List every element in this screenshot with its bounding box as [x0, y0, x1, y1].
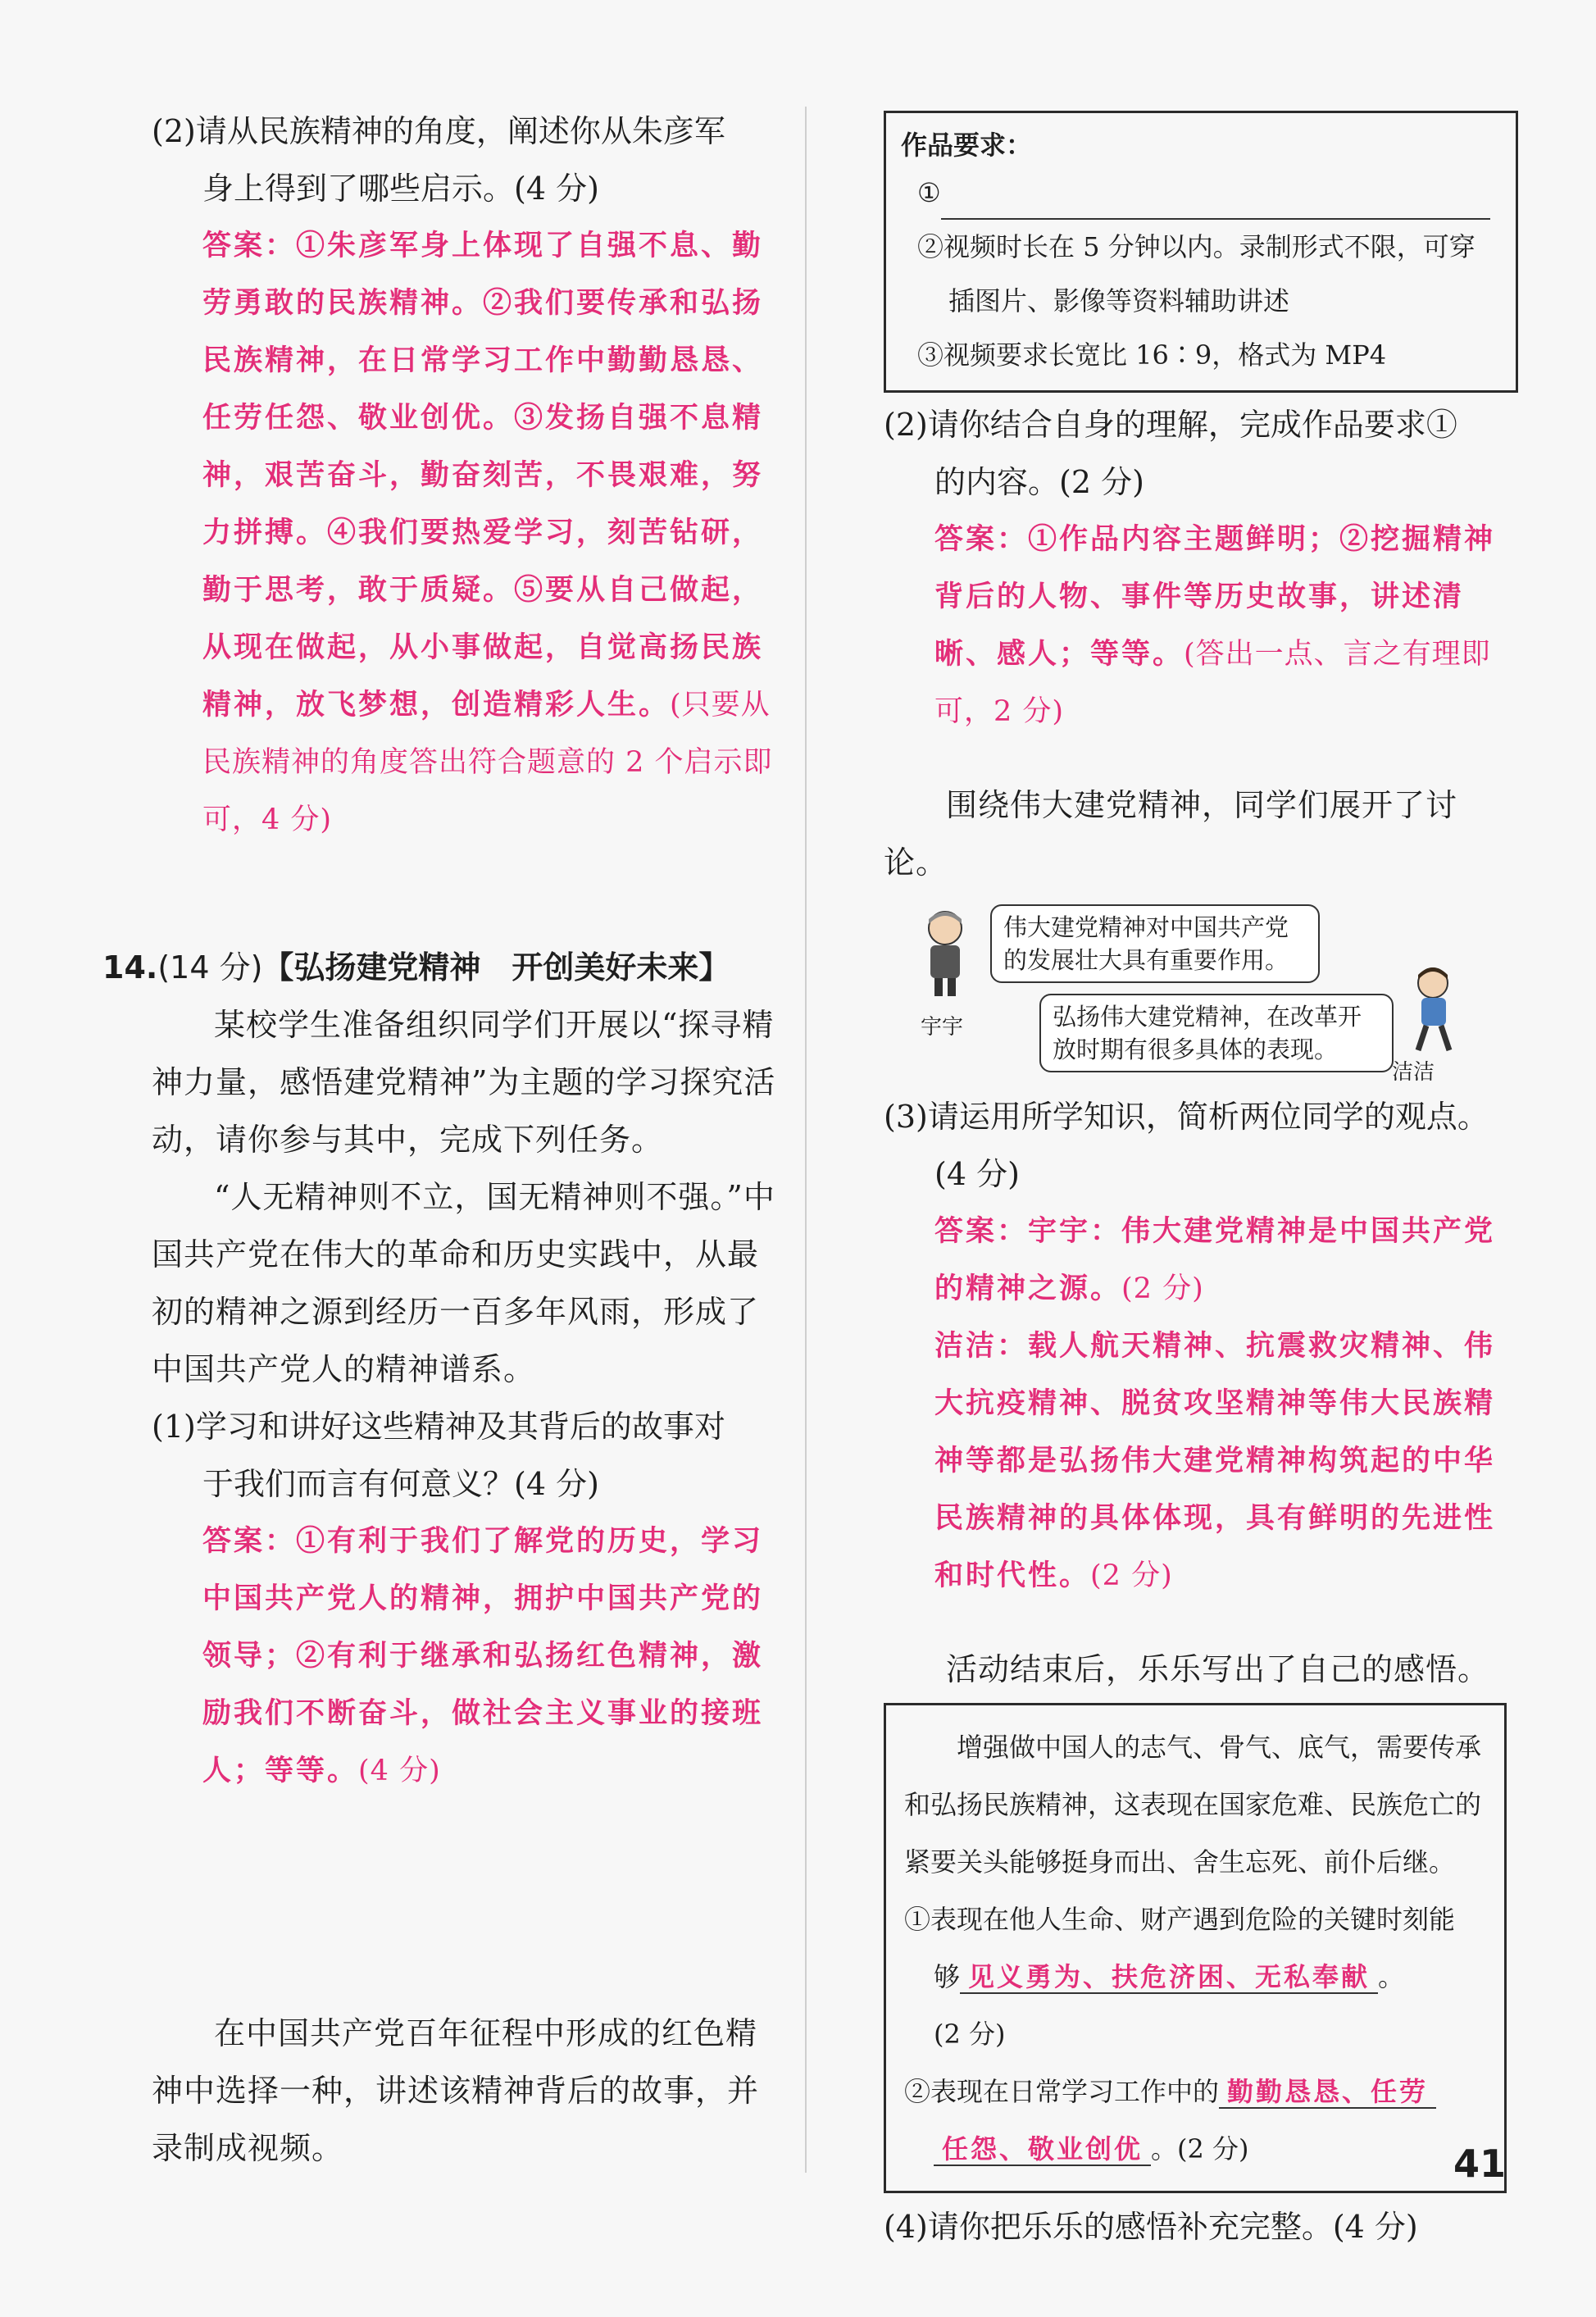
fill-blank-answer-2a: 勤勤恳恳、任劳	[1219, 2076, 1436, 2109]
fill-blank-answer-1: 见义勇为、扶危济困、无私奉献	[960, 1961, 1378, 1994]
girl-figure-icon	[1400, 965, 1466, 1055]
reflection-box	[884, 1703, 1507, 2193]
reflection-text: 够	[934, 1961, 961, 1992]
answer-label: 答案：	[202, 1524, 297, 1558]
answer-block	[152, 217, 783, 849]
quote-paragraph: “人无精神则不立，国无精神则不强。”中国共产党在伟大的革命和历史实践中，从最初的精神之源到经历一百多年风雨，形成了中国共产党人的精神谱系。	[152, 1179, 775, 1387]
answer-block-jiejie	[884, 1318, 1516, 1605]
requirements-box	[884, 111, 1518, 393]
reflection-item-2	[904, 2063, 1486, 2178]
column-divider	[805, 107, 807, 2173]
question-number: 14.	[102, 949, 158, 986]
discussion-paragraph: 围绕伟大建党精神，同学们展开了讨论。	[884, 787, 1458, 881]
question-14-3	[884, 1088, 1516, 1203]
question-title: 【弘扬建党精神 开创美好未来】	[262, 949, 730, 986]
requirement-item-1	[901, 166, 1501, 220]
reflection-text: 。	[1378, 1961, 1405, 1992]
question-14-1	[152, 1398, 783, 1513]
answer-text: 载人航天精神、抗震救灾精神、伟大抗疫精神、脱贫攻坚精神等伟大民族精神等都是弘扬伟大建党精神构筑起的中华民族精神的具体体现，具有鲜明的先进性和时代性。	[934, 1329, 1496, 1592]
right-column	[884, 111, 1516, 2256]
answer-note: (2 分)	[1121, 1272, 1204, 1305]
answer-label: 答案：	[934, 522, 1029, 556]
question-text: (3)请运用所学知识，简析两位同学的观点。	[884, 1099, 1489, 1135]
answer-text: ①朱彦军身上体现了自强不息、勤劳勇敢的民族精神。②我们要传承和弘扬民族精神，在日常学习工作中勤勤恳恳、任劳任怨、敬业创优。③发扬自强不息精神，艰苦奋斗，勤奋刻苦，不畏艰难，努力拼搏。④我们要热爱学习，刻苦钻研，勤于思考，敢于质疑。⑤要从自己做起，从现在做起，从小事做起，自觉高扬民族精神，放飞梦想，创造精彩人生。	[202, 229, 764, 722]
dialog-illustration	[884, 899, 1516, 1088]
boy-figure-icon	[916, 908, 974, 998]
requirements-title: 作品要求：	[901, 130, 1033, 161]
answer-note: (只要从民族精神的角度答出符合题意的 2 个启示即可，4 分)	[202, 689, 773, 836]
question-text: (2)请从民族精神的角度，阐述你从朱彦军	[152, 113, 725, 149]
answer-label: 洁洁：	[934, 1329, 1029, 1363]
question-text: (1)学习和讲好这些精神及其背后的故事对	[152, 1409, 725, 1445]
blank-line	[941, 185, 1490, 220]
speech-bubble-yuyu: 伟大建党精神对中国共产党的发展壮大具有重要作用。	[990, 904, 1320, 983]
question-text: (2)请你结合自身的理解，完成作品要求①	[884, 407, 1457, 443]
answer-text: ①有利于我们了解党的历史，学习中国共产党人的精神，拥护中国共产党的领导；②有利于继承和弘扬红色精神，激励我们不断奋斗，做社会主义事业的接班人；等等。	[202, 1524, 764, 1787]
question-text: 身上得到了哪些启示。(4 分)	[202, 171, 599, 207]
after-activity-paragraph: 活动结束后，乐乐写出了自己的感悟。	[946, 1651, 1490, 1687]
video-paragraph: 在中国共产党百年征程中形成的红色精神中选择一种，讲述该精神背后的故事，并录制成视频。	[152, 2015, 760, 2166]
page-number: 41	[1453, 2142, 1506, 2186]
speaker-name-yuyu: 宇宇	[921, 1015, 964, 1040]
answer-note: (4 分)	[358, 1755, 441, 1787]
question-text: 的内容。(2 分)	[934, 464, 1144, 500]
question-14-2	[884, 396, 1516, 511]
question-points: (14 分)	[157, 949, 263, 986]
intro-paragraph: 某校学生准备组织同学们开展以“探寻精神力量，感悟建党精神”为主题的学习探究活动，请你参与其中，完成下列任务。	[152, 1007, 776, 1158]
answer-text: 伟大建党精神是中国共产党的精神之源。	[934, 1214, 1496, 1305]
left-column	[102, 102, 783, 2177]
reflection-points: (2 分)	[934, 2019, 1006, 2050]
question-14-4: (4)请你把乐乐的感悟补充完整。(4 分)	[884, 2209, 1418, 2245]
requirement-item-1-number: ①	[917, 177, 941, 208]
reflection-text: ①表现在他人生命、财产遇到危险的关键时刻能	[904, 1904, 1456, 1935]
requirement-item-3: ③视频要求长宽比 16∶9，格式为 MP4	[917, 339, 1387, 371]
speech-bubble-jiejie: 弘扬伟大建党精神，在改革开放时期有很多具体的表现。	[1039, 994, 1394, 1072]
speaker-name-jiejie: 洁洁	[1392, 1060, 1435, 1085]
question-text: 于我们而言有何意义？(4 分)	[202, 1466, 599, 1502]
answer-label: 答案：	[202, 229, 297, 262]
question-14-header	[102, 939, 783, 996]
reflection-intro: 增强做中国人的志气、骨气、底气，需要传承和弘扬民族精神，这表现在国家危难、民族危亡的紧要关头能够挺身而出、舍生忘死、前仆后继。	[904, 1732, 1482, 1878]
answer-block-yuyu	[884, 1203, 1516, 1318]
reflection-item-1	[904, 1891, 1486, 2063]
requirement-item-2: ②视频时长在 5 分钟以内。录制形式不限，可穿插图片、影像等资料辅助讲述	[917, 231, 1476, 316]
question-13-2	[152, 102, 783, 217]
question-text: (4 分)	[934, 1156, 1020, 1192]
reflection-text: 。(2 分)	[1151, 2133, 1249, 2165]
answer-note: (2 分)	[1090, 1559, 1173, 1592]
answer-block	[152, 1513, 783, 1800]
answer-block	[884, 511, 1516, 740]
answer-label: 答案：宇宇：	[934, 1214, 1122, 1248]
answer-text: ①作品内容主题鲜明；②挖掘精神背后的人物、事件等历史故事，讲述清晰、感人；等等。	[934, 522, 1496, 671]
reflection-text: ②表现在日常学习工作中的	[904, 2076, 1220, 2107]
fill-blank-answer-2b: 任怨、敬业创优	[934, 2133, 1151, 2166]
answer-note: (答出一点、言之有理即可，2 分)	[934, 638, 1491, 728]
